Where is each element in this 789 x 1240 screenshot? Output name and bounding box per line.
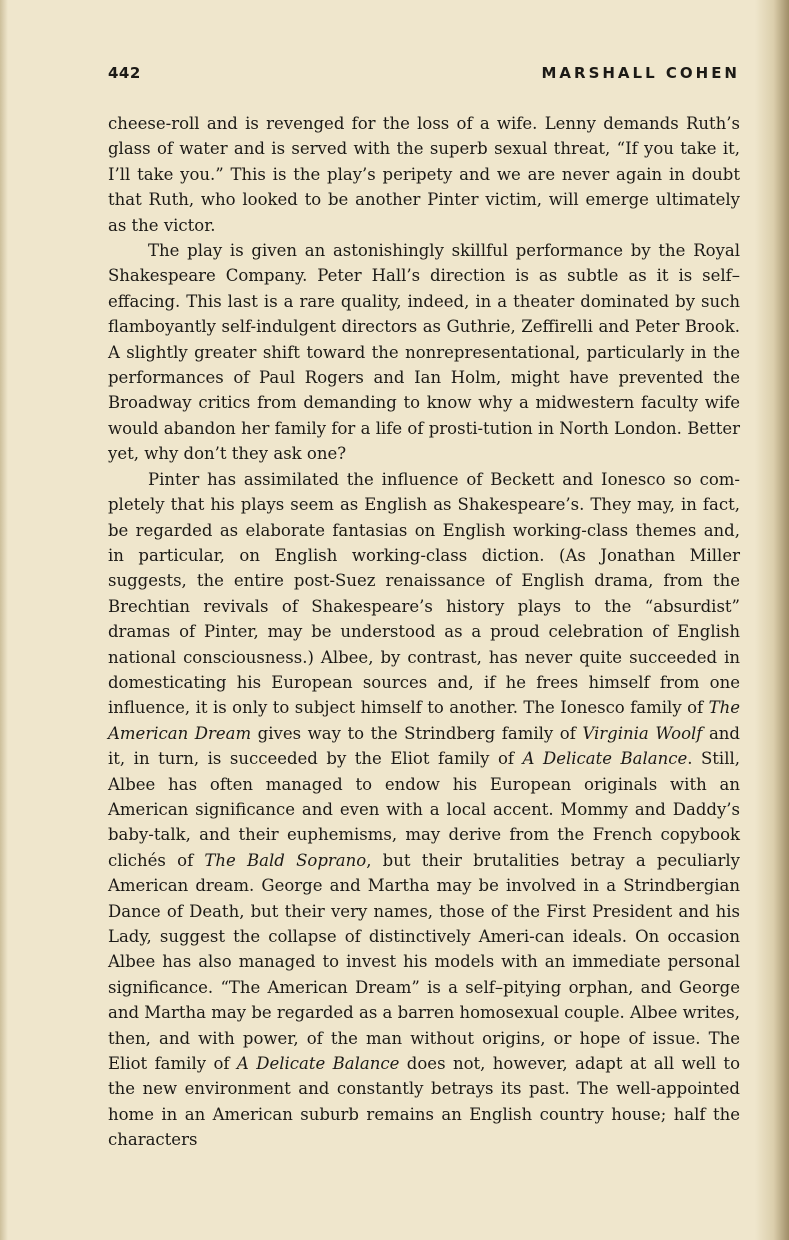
- paragraph: [108, 111, 740, 238]
- paragraph: [108, 238, 740, 467]
- paragraph: [108, 467, 740, 1153]
- italic-title: The Bald Soprano: [204, 850, 367, 870]
- page-left-edge: [0, 0, 8, 1240]
- text-run: cheese-roll and is revenged for the loss of a wife. Lenny demands Ruth’s glass of water and is served with the superb sexual threat, “If you take it, I’ll take you.” This is the play’s peripety and we are never again in doubt that Ruth, who looked to be another Pinter victim, will emerge ultimately as the victor.: [108, 114, 740, 235]
- text-run: does not, however, adapt at all well to the new environment and constantly betrays its past. The well-appointed home in an American suburb remains an English country house; half the characters: [108, 1054, 740, 1150]
- italic-title: A Delicate Balance: [522, 749, 688, 769]
- body-text: [108, 111, 740, 1153]
- text-run: , but their brutalities betray a peculiarly American dream. George and Martha may be involved in a Strindbergian Dance of Death, but their very names, those of the First President and his Lady, suggest the collapse of distinctively Ameri-can ideals. On occasion Albee has also managed to invest his models with an immediate personal significance. “The American Dream” is a self–pitying orphan, and George and Martha may be regarded as a barren homosexual couple. Albee writes, then, and with power, of the man without origins, or hope of issue. The Eliot family of: [108, 850, 741, 1074]
- text-run: . Still, Albee has often managed to endow his European originals with an American significance and even with a local accent. Mommy and Daddy’s baby-talk, and their euphemisms, may derive from the French copybook clichés of: [108, 749, 741, 870]
- text-run: gives way to the Strindberg family of: [251, 723, 583, 743]
- page-header: [108, 60, 740, 90]
- page-number: 442: [108, 64, 141, 82]
- italic-title: Virginia Woolf: [582, 723, 703, 743]
- text-run: and it, in turn, is succeeded by the Eliot family of: [108, 723, 740, 769]
- text-run: The play is given an astonishingly skillful performance by the Royal Shakespeare Company. Peter Hall’s direction is as subtle as it is self–effacing. This last is a rare quality, indeed, in a theater dominated by such flamboyantly self-indulgent directors as Guthrie, Zeffirelli and Peter Brook. A slightly greater shift toward the nonrepresentational, particularly in the performances of Paul Rogers and Ian Holm, might have prevented the Broadway critics from demanding to know why a midwestern faculty wife would abandon her family for a life of prosti-tution in North London. Better yet, why don’t they ask one?: [108, 241, 740, 464]
- running-head: MARSHALL COHEN: [541, 64, 740, 82]
- italic-title: The American Dream: [108, 698, 740, 743]
- page-gutter-shadow: [755, 0, 789, 1240]
- italic-title: A Delicate Balance: [236, 1054, 400, 1074]
- text-run: Pinter has assimilated the influence of Beckett and Ionesco so com-pletely that his plays seem as English as Shakespeare’s. They may, in fact, be regarded as elaborate fantasias on English working-class themes and, in particular, on English working-class diction. (As Jonathan Miller suggests, the entire post-Suez renaissance of English drama, from the Brechtian revivals of Shakespeare’s history plays to the “absurdist” dramas of Pinter, may be understood as a proud celebration of English national consciousness.) Albee, by contrast, has never quite succeeded in domesticating his European sources and, if he frees himself from one influence, it is only to subject himself to another. The Ionesco family of: [108, 469, 740, 718]
